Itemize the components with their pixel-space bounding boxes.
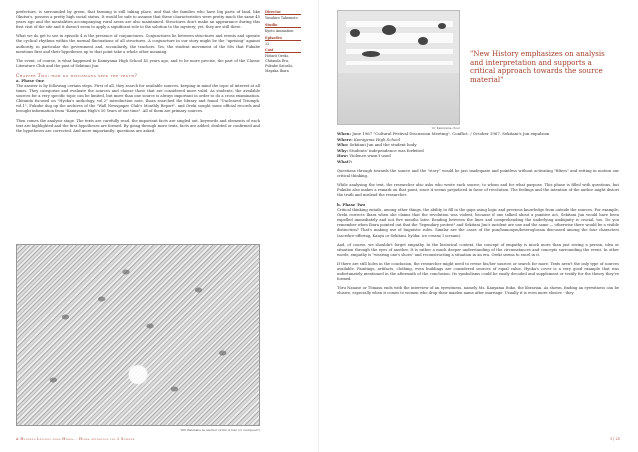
info-sidebar: [265, 10, 301, 76]
poster-image: [337, 10, 460, 125]
cast-label: Cast: [265, 48, 301, 53]
studio-label: Studio: [265, 23, 301, 28]
why-label: Why:: [337, 147, 348, 153]
paragraph: Critical thinking entails, among other things, the ability to fill in the gaps using logic and previous knowledge from outside the sources. For example, Oreki corrects Ibara when she claims that the revolution was violent, because if one talked about a punitive act, Sekitani Jun would have been expelled immediately and not five months later. Reading between the lines and comprehending the underlying ambiguity is crucial, too. Do you remember when Ibara pointed out that the "legendary protest" and Sekitani Jun's incident are one and the same — otherwise there would be a visible distinction? That's making use of linguistic rules. Similar are the cases of the pun/homonym/heteroglossia discussed among the four characters (sacrifice-offering, Kanya or Sekitani, hyōka: ice cream/ I scream).: [337, 208, 619, 238]
how-value: Violence wasn't used: [349, 153, 391, 159]
paragraph: The event, of course, is what happened to Kamiyama High School 45 years ago, and to be more precise, the part of the Classic Literature Club and the past of Sekitani Jun.: [16, 58, 260, 68]
where-label: Where:: [337, 136, 353, 142]
studio-value: Kyoto Animation: [265, 28, 294, 33]
section-title: Chapter Two: how do historians seek the truth?: [16, 72, 138, 78]
crowd-photo: [16, 244, 260, 426]
who-value: Sekitani Jun and the student body: [349, 142, 417, 148]
episodes-label: Episodes: [265, 36, 301, 41]
event-summary: [337, 131, 619, 165]
poster-caption: 10: Kamiyama chool: [431, 126, 460, 130]
paragraph: While analysing the text, the researcher also asks who wrote each source, to whom and for what purpose. This phase is filled with questions, but Fukube also makes a remark on that point, since it seems prejudiced in favor of revolution. The feelings and the intention of the author might distort the truth and mislead the researcher.: [337, 182, 619, 197]
phase-two-title: b. Phase Two: [337, 202, 366, 208]
director-label: Director: [265, 10, 301, 15]
paragraph: And, of course, we shouldn't forget empathy. In the historical context, the concept of empathy is much more than just seeing a person, idea or situation through the eyes of another. It is rather a much deeper understanding of the circumstances and concepts surrounding the event. In other words, empathy is "wearing one's shoes" and reconstructing a situation in an era. Oreki seems to excel in it.: [337, 242, 619, 257]
paragraph: The answer is by following certain steps. First of all, they search for available sources, keeping in mind the topic of interest at all times. They categorize and evaluate the sources and choose those that are considered more valid. As students, the available sources for a very specific topic can be limited, but more than one source is always important in order to do a cross examination. Chitanda focused on "Hyoka's anthology, vol.2" introduction note, Ibara searched the library and found "Uncleared Triumph, vol.1", Fukube dug up the archives of the "Wall Newspaper Club's Monthly Report", and Oreki sought some official records and brought information from "Kamiyama High's 50 Years of our time". All of them are primary sources.: [16, 83, 260, 114]
page-gutter: [318, 0, 319, 452]
paragraph: What we do get to see in episode 4 is the presence of conjunctures. Conjunctures lie between structures and events and operate the cyclical rhythms within the normal fluctuations of all structures. A conjuncture in our story might be the "uprising" against authority, in particular the government and, secondarily, the teachers. Yes, the student movement of the 60s that Fukube mentions first and their hypotheses up to that point take a whole other meaning.: [16, 34, 260, 54]
page-number: 1 | 25: [610, 437, 620, 441]
where-value: Kamiyama High School: [353, 136, 400, 142]
paragraph: prefecture, is surrounded by green, that farming is still taking place, and that the families who have big parts of land, like Okutsu's, possess a pretty high social status. It would be safe to assume that these characteristics were pretty much the same 45 years ago and the mentalities accompanying rural areas are also maintained. Structures don't make an appearance during this first visit of the site and it doesn't seem to apply a significant role to the solution to the mystery; yet, they are still there.: [16, 10, 260, 30]
paragraph: Then comes the analysis stage. The texts are carefully read, the important facts are singled out, keywords and elements of each text are highlighted and the first hypotheses are formed. By going through more texts, facts are added, doubted or confirmed and the hypotheses are corrected. And more importantly: questions are asked.: [16, 118, 260, 133]
what-label: What?:: [337, 158, 353, 164]
left-page-body: [16, 10, 260, 138]
how-label: How:: [337, 153, 349, 159]
why-value: Students' independence was forfeited: [349, 147, 424, 153]
photo-caption: Will Watanabe be another victim of fear (or overspeed?): [180, 428, 260, 432]
who-label: Who:: [337, 142, 349, 148]
left-footer: A Hundred Lessons from Hyoka... Hyoka anthology vol 2 Summer: [16, 437, 135, 441]
phase-one-title: a. Phase One: [16, 77, 45, 83]
cast-value: Hōtarō Oreki, Chitanda Eru, Fukube Satoshi, Mayaka Ibara: [265, 54, 293, 73]
pull-quote: "New History emphasizes on analysis and interpretation and supports a critical approach towards the source material": [470, 49, 605, 84]
episodes-value: 22: [265, 41, 270, 46]
when-label: When:: [337, 131, 351, 136]
paragraph: Questions through towards the source and the "story" would be just inadequate and pointless without activating "filters" and setting in motion our critical thinking.: [337, 168, 619, 178]
paragraph: If there are still holes in the conclusion, the researcher might need to revise his/her sources or search for more. Texts aren't the only type of sources available. Paintings, artifacts, clothing, even buildings are considered sources of equal value. Hyoka's cover is a very good example that was unfortunately mentioned in the aftermath of the conclusion. Its symbolisms could be easily decoded and supplement or testify for the theory they've formed.: [337, 261, 619, 282]
right-page-body: [337, 131, 619, 300]
when-value: June 1967 "Cultural Festival Discussion Meeting". Conflict. / October 1967. Sekitani's Jun expulsion: [352, 131, 550, 136]
paragraph: Tōru Nanase or Tōmasu ends with the interview of an eyewitness, namely Ms. Kanyama Itoko, the librarian. As shown, finding an eyewitness can be elusive, especially when it comes to women who drop their maiden name after marriage. Usually it is even more elusive - they: [337, 286, 619, 296]
director-value: Yasuhiro Takemoto: [265, 16, 298, 20]
